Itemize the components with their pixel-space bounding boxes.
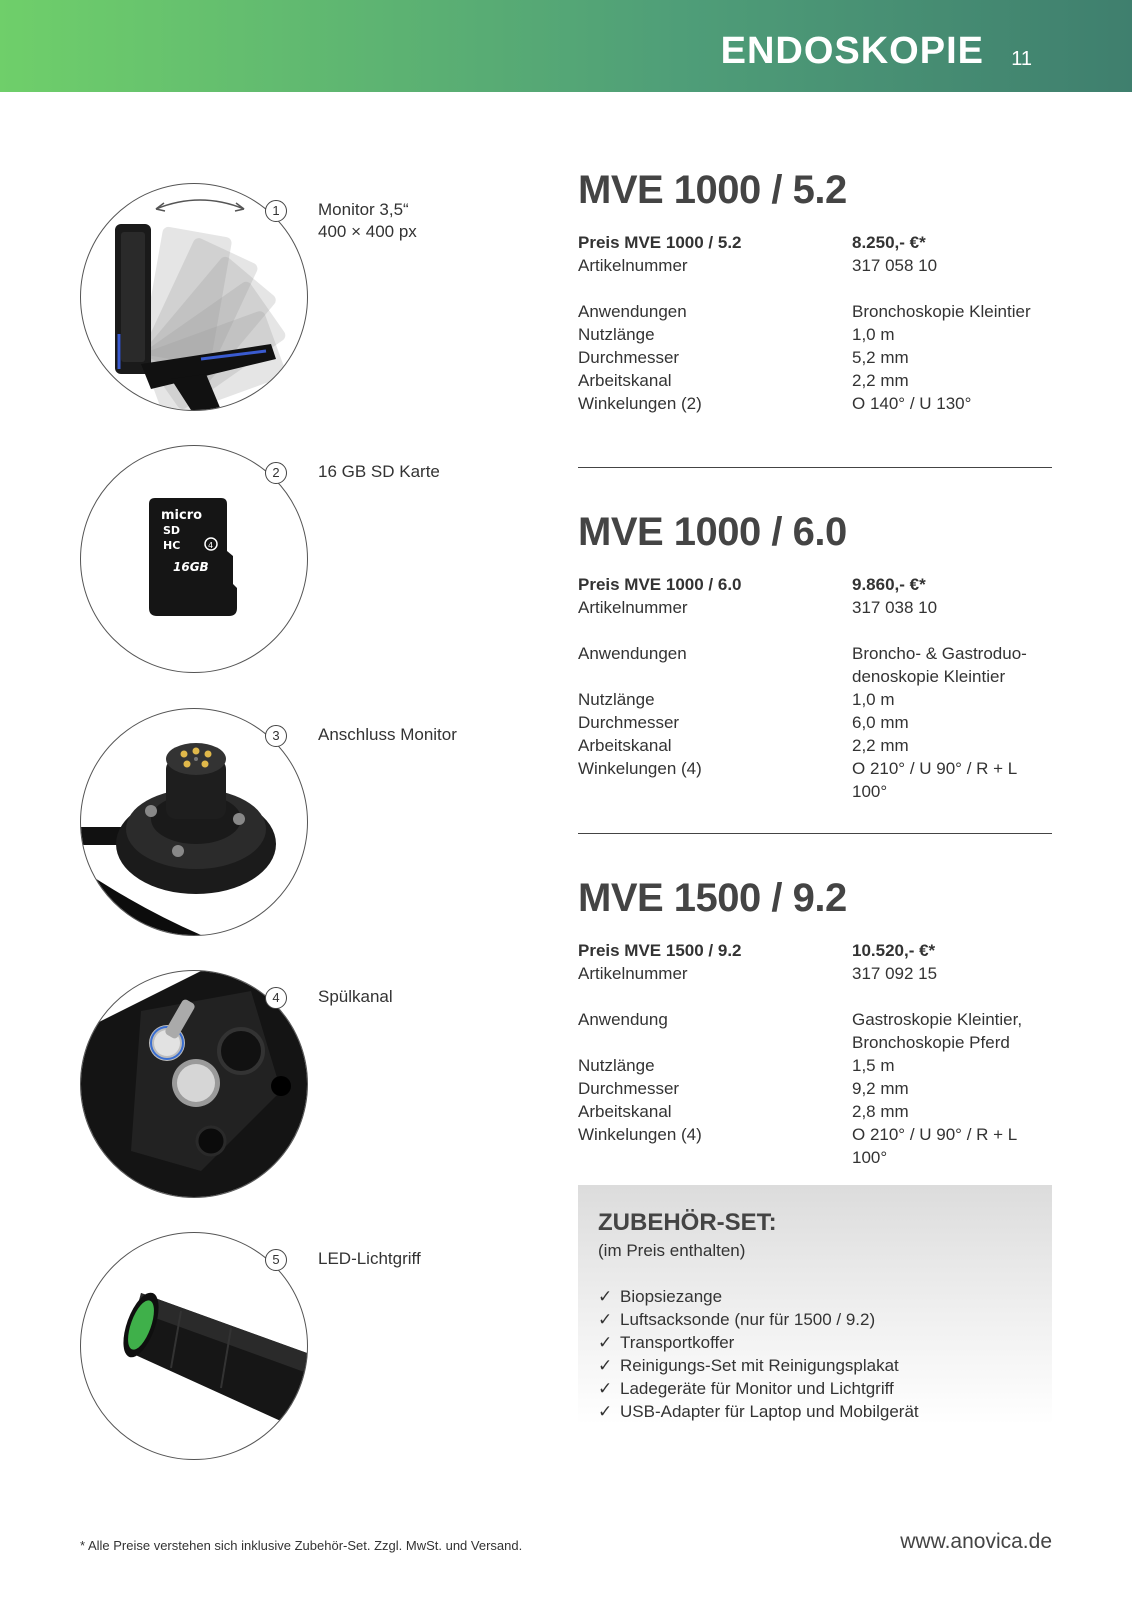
channel-row: Arbeitskanal 2,8 mm xyxy=(578,1102,909,1121)
product-mve-1000-5-2 xyxy=(578,168,1052,415)
length-row: Nutzlänge 1,0 m xyxy=(578,690,895,709)
accessory-set-box xyxy=(578,1185,1052,1425)
price-footnote: * Alle Preise verstehen sich inklusive Zubehör-Set. Zzgl. MwSt. und Versand. xyxy=(80,1538,523,1553)
price-row: Preis MVE 1500 / 9.2 10.520,- €* xyxy=(578,941,936,960)
check-icon: ✓ xyxy=(598,1402,613,1421)
feature-label: LED-Lichtgriff xyxy=(318,1249,421,1268)
sd-hc: HC xyxy=(163,539,181,552)
sd-logo: SD xyxy=(163,524,181,537)
angle-row: Winkelungen (4) O 210° / U 90° / R + L 100° xyxy=(578,759,1017,801)
application-row-cont: Bronchoskopie Pferd xyxy=(852,1033,1010,1052)
channel-row: Arbeitskanal 2,2 mm xyxy=(578,736,909,755)
feature-number: 1 xyxy=(265,200,287,222)
feature-number: 4 xyxy=(265,987,287,1009)
sd-class: 4 xyxy=(208,541,214,550)
feature-label: 16 GB SD Karte xyxy=(318,462,440,481)
accessory-subtitle: (im Preis enthalten) xyxy=(598,1241,746,1260)
feature-led-handle xyxy=(80,1232,560,1462)
price-row: Preis MVE 1000 / 6.0 9.860,- €* xyxy=(578,575,926,594)
product-title: MVE 1500 / 9.2 xyxy=(578,876,847,920)
feature-number: 2 xyxy=(265,462,287,484)
feature-flush-channel xyxy=(80,970,560,1200)
length-row: Nutzlänge 1,5 m xyxy=(578,1056,895,1075)
list-item: ✓ USB-Adapter für Laptop und Mobilgerät xyxy=(598,1402,919,1421)
list-item: ✓ Transportkoffer xyxy=(598,1333,735,1352)
feature-connector xyxy=(80,708,560,938)
website-link[interactable]: www.anovica.de xyxy=(900,1530,1052,1553)
check-icon: ✓ xyxy=(598,1379,613,1398)
product-title: MVE 1000 / 5.2 xyxy=(578,168,847,212)
check-icon: ✓ xyxy=(598,1333,613,1352)
page-number: 11 xyxy=(1011,48,1032,70)
check-icon: ✓ xyxy=(598,1310,613,1329)
article-row: Artikelnummer 317 038 10 xyxy=(578,598,938,617)
feature-monitor xyxy=(80,183,560,413)
section-title: ENDOSKOPIE xyxy=(720,30,984,72)
application-row: Anwendungen Broncho- & Gastroduo- xyxy=(578,644,1027,663)
accessory-list xyxy=(598,1285,919,1423)
feature-label: Monitor 3,5“ 400 × 400 px xyxy=(318,200,417,241)
feature-number: 3 xyxy=(265,725,287,747)
application-row: Anwendungen Bronchoskopie Kleintier xyxy=(578,302,1031,321)
diameter-row: Durchmesser 9,2 mm xyxy=(578,1079,909,1098)
application-row-cont: denoskopie Kleintier xyxy=(852,667,1006,686)
length-row: Nutzlänge 1,0 m xyxy=(578,325,895,344)
feature-sd-card xyxy=(80,445,560,675)
list-item: ✓ Luftsacksonde (nur für 1500 / 9.2) xyxy=(598,1310,876,1329)
feature-label: Anschluss Monitor xyxy=(318,725,457,744)
feature-label: Spülkanal xyxy=(318,987,393,1006)
tilt-arrow-icon xyxy=(150,191,250,215)
product-mve-1500-9-2 xyxy=(578,876,1052,1169)
article-row: Artikelnummer 317 092 15 xyxy=(578,964,938,983)
divider xyxy=(578,467,1052,468)
diameter-row: Durchmesser 6,0 mm xyxy=(578,713,909,732)
article-row: Artikelnummer 317 058 10 xyxy=(578,256,938,275)
check-icon: ✓ xyxy=(598,1287,613,1306)
channel-row: Arbeitskanal 2,2 mm xyxy=(578,371,909,390)
list-item: ✓ Ladegeräte für Monitor und Lichtgriff xyxy=(598,1379,894,1398)
angle-row: Winkelungen (4) O 210° / U 90° / R + L 100° xyxy=(578,1125,1017,1167)
price-row: Preis MVE 1000 / 5.2 8.250,- €* xyxy=(578,233,926,252)
check-icon: ✓ xyxy=(598,1356,613,1375)
sd-brand: micro xyxy=(161,508,203,523)
header-bar xyxy=(0,0,1132,92)
diameter-row: Durchmesser 5,2 mm xyxy=(578,348,909,367)
application-row: Anwendung Gastroskopie Kleintier, xyxy=(578,1010,1023,1029)
divider xyxy=(578,833,1052,834)
product-mve-1000-6-0 xyxy=(578,510,1052,803)
list-item: ✓ Biopsiezange xyxy=(598,1287,723,1306)
accessory-title: ZUBEHÖR-SET: xyxy=(598,1209,777,1236)
product-title: MVE 1000 / 6.0 xyxy=(578,510,847,554)
list-item: ✓ Reinigungs-Set mit Reinigungsplakat xyxy=(598,1356,899,1375)
feature-number: 5 xyxy=(265,1249,287,1271)
angle-row: Winkelungen (2) O 140° / U 130° xyxy=(578,394,972,413)
sd-capacity: 16GB xyxy=(173,560,209,574)
